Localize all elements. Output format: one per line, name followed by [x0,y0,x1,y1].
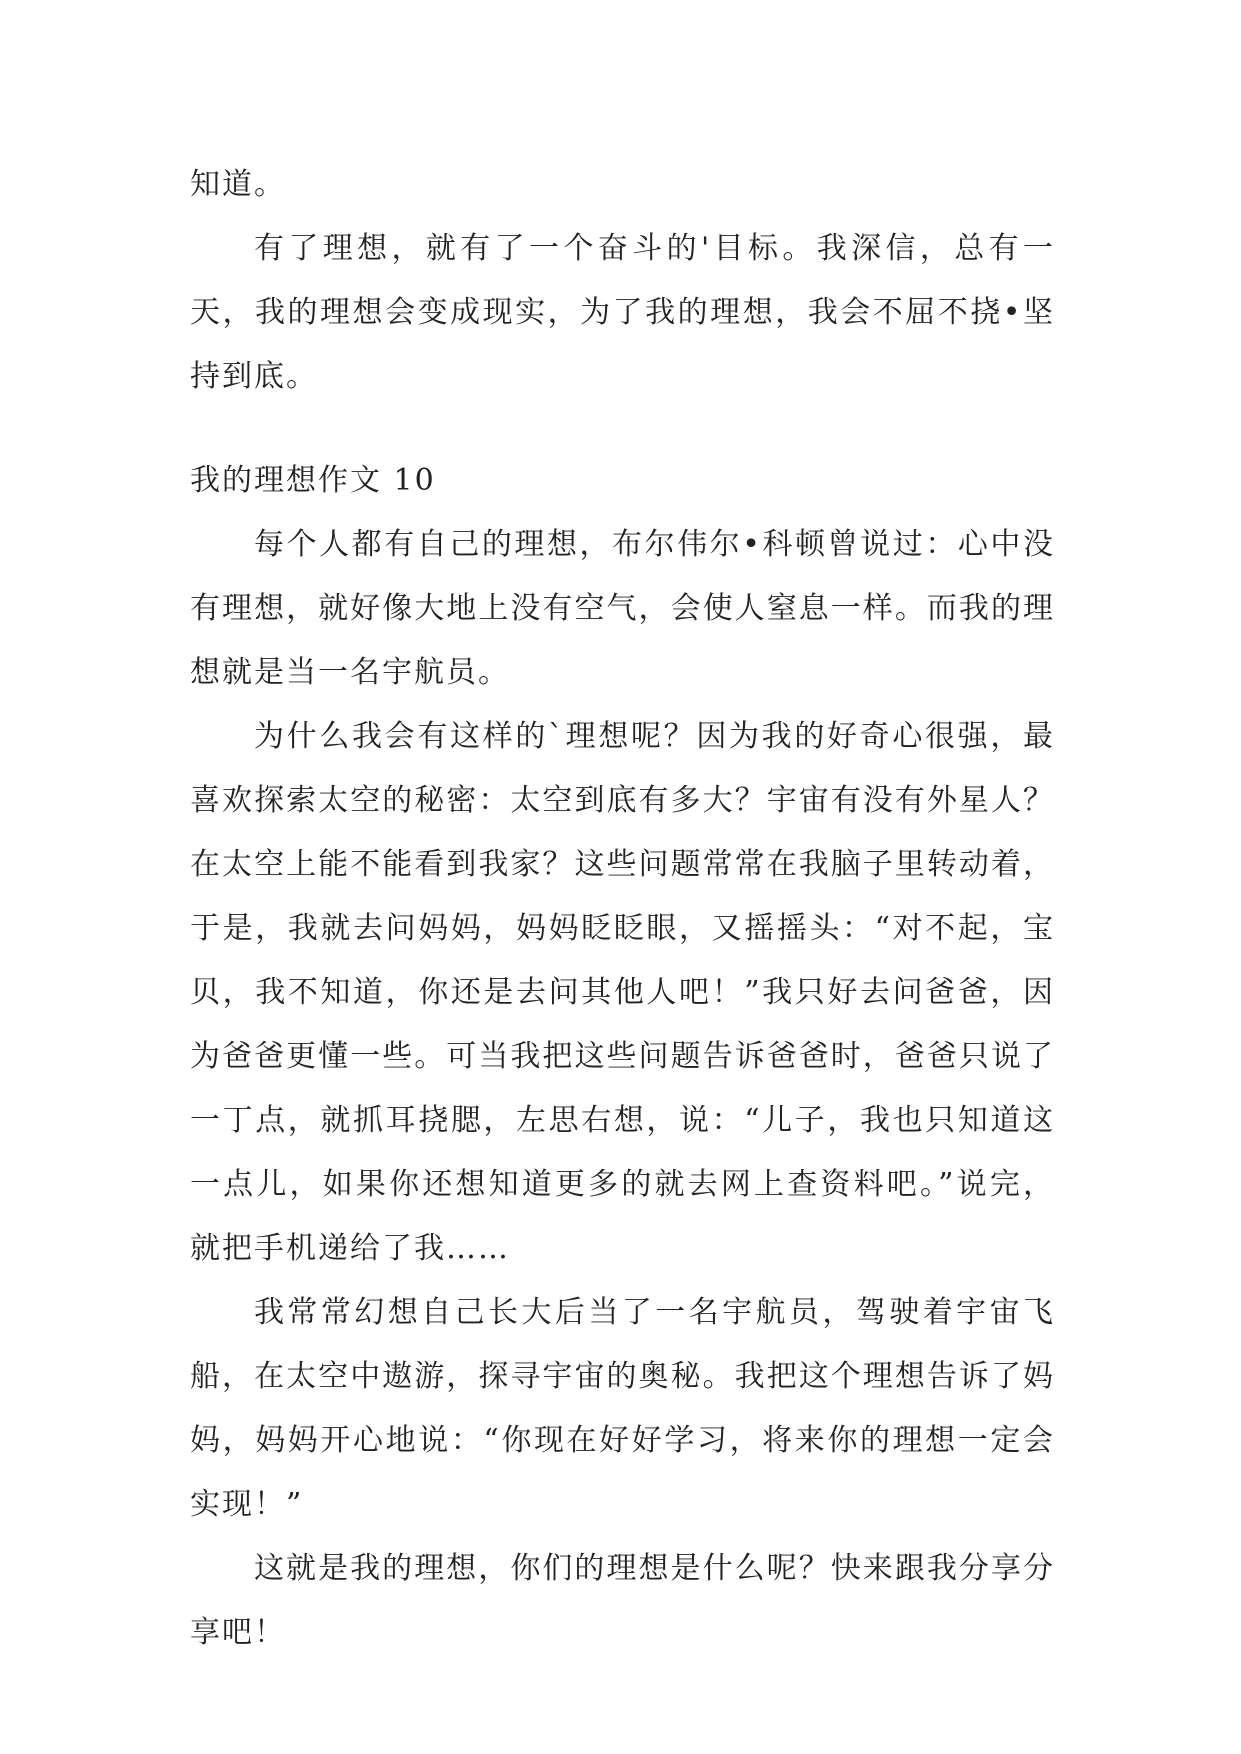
essay-paragraph-1: 每个人都有自己的理想，布尔伟尔•科顿曾说过：心中没有理想，就好像大地上没有空气，会使人窒息一样。而我的理想就是当一名宇航员。 [190,527,1055,690]
essay-paragraph-2: 为什么我会有这样的`理想呢？因为我的好奇心很强，最喜欢探索太空的秘密：太空到底有多大？宇宙有没有外星人？在太空上能不能看到我家？这些问题常常在我脑子里转动着，于是，我就去问妈妈，妈妈眨眨眼，又摇摇头：“对不起，宝贝，我不知道，你还是去问其他人吧！”我只好去问爸爸，因为爸爸更懂一些。可当我把这些问题告诉爸爸时，爸爸只说了一丁点，就抓耳挠腮，左思右想，说：“儿子，我也只知道这一点儿，如果你还想知道更多的就去网上查资料吧。”说完，就把手机递给了我…… [190,719,1055,1266]
essay-paragraph-3: 我常常幻想自己长大后当了一名宇航员，驾驶着宇宙飞船，在太空中遨游，探寻宇宙的奥秘。我把这个理想告诉了妈妈，妈妈开心地说：“你现在好好学习，将来你的理想一定会实现！” [190,1295,1055,1522]
essay-paragraph-4: 这就是我的理想，你们的理想是什么呢？快来跟我分享分享吧！ [190,1551,1055,1650]
essay-title: 我的理想作文 10 [190,463,436,498]
continued-paragraph: 知道。 [190,167,286,202]
essay-section [190,449,1055,1665]
previous-essay-ending [190,153,1055,409]
closing-paragraph: 有了理想，就有了一个奋斗的'目标。我深信，总有一天，我的理想会变成现实，为了我的理想，我会不屈不挠•坚持到底。 [190,231,1055,394]
